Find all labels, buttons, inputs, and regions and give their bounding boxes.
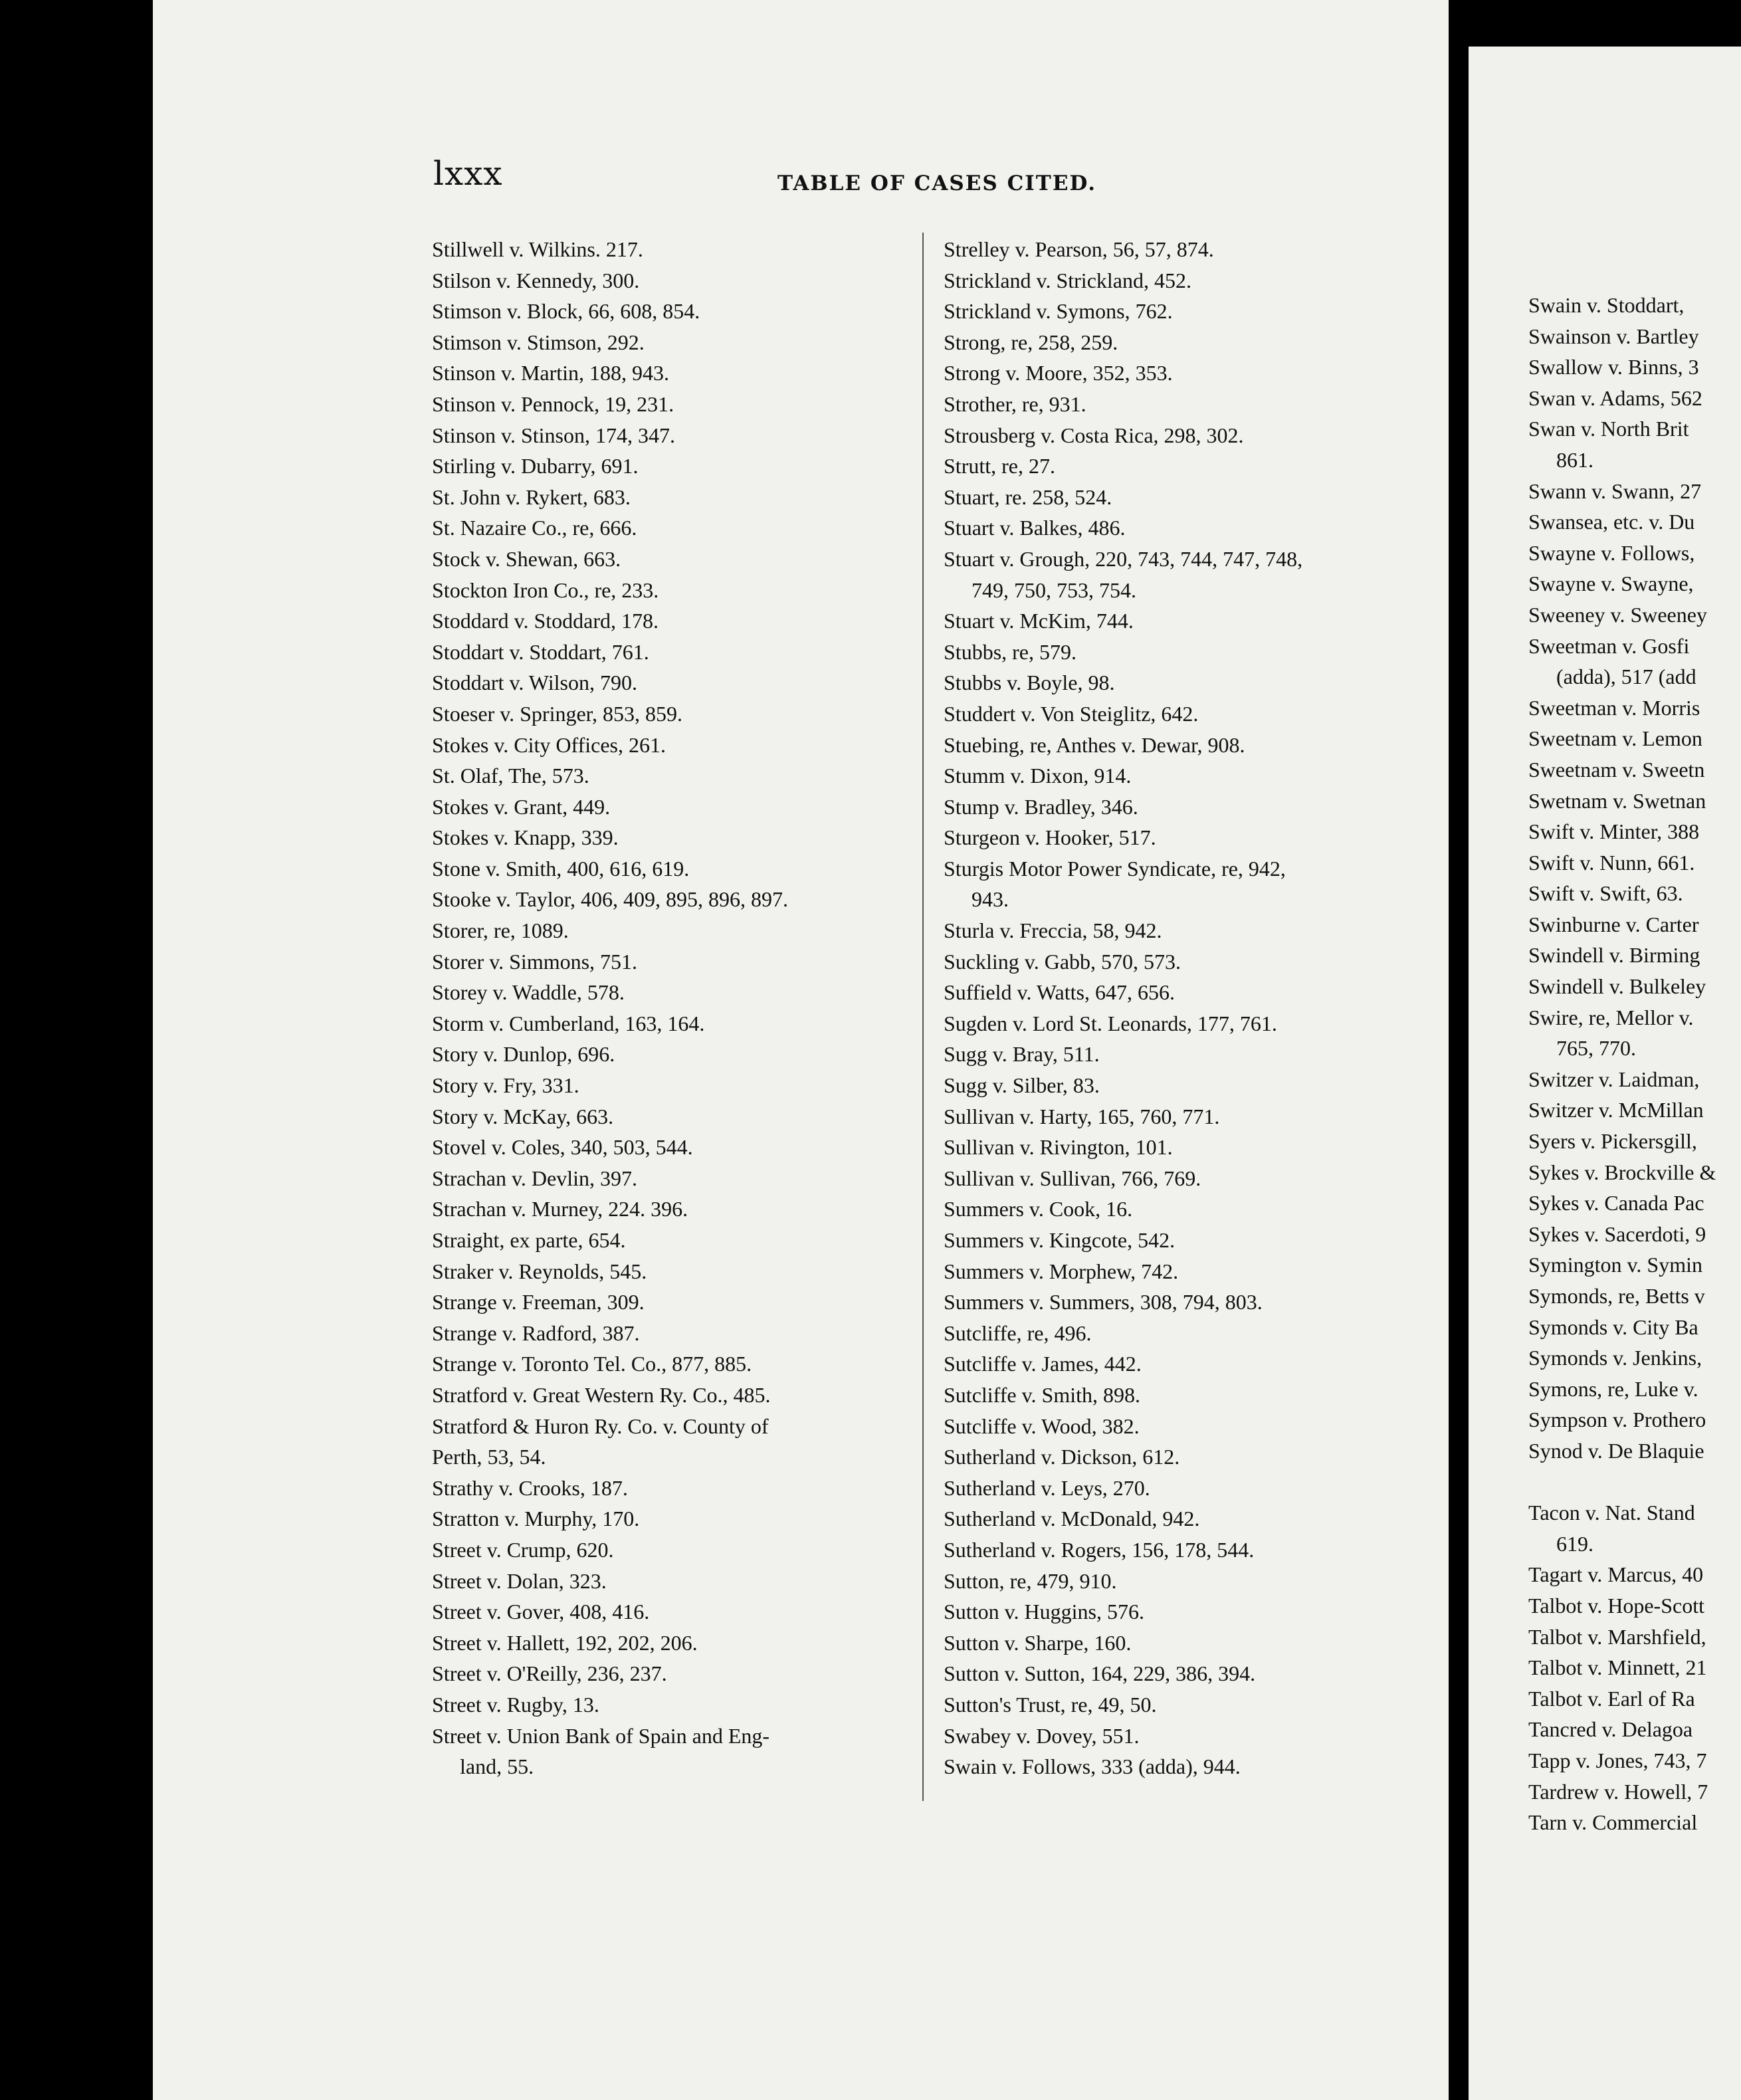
case-entry: Swinburne v. Carter <box>1528 912 1699 936</box>
case-entry: Strother, re, 931. <box>944 391 1086 416</box>
case-entry: Strong v. Moore, 352, 353. <box>944 361 1173 385</box>
case-entry: Stokes v. Grant, 449. <box>432 794 611 819</box>
case-entry: Symonds v. City Ba <box>1528 1314 1698 1339</box>
case-entry: Sutcliffe v. Smith, 898. <box>944 1382 1140 1407</box>
case-entry: Strickland v. Symons, 762. <box>944 299 1173 324</box>
case-entry: Strickland v. Strickland, 452. <box>944 268 1191 292</box>
page-gutter <box>1449 0 1469 2100</box>
case-entry: Swift v. Minter, 388 <box>1528 819 1700 844</box>
case-entry: Stuart, re. 258, 524. <box>944 484 1112 509</box>
case-entry: Stubbs v. Boyle, 98. <box>944 671 1115 695</box>
case-entry: Sutherland v. McDonald, 942. <box>944 1507 1200 1531</box>
case-entry: Storer, re, 1089. <box>432 918 569 943</box>
case-entry: Street v. O'Reilly, 236, 237. <box>432 1661 667 1686</box>
column-divider <box>922 233 924 1801</box>
case-entry: Story v. Dunlop, 696. <box>432 1042 615 1067</box>
case-entry: Sutton's Trust, re, 49, 50. <box>944 1692 1157 1717</box>
case-entry: Swindell v. Birming <box>1528 943 1700 968</box>
case-entry: 943. <box>972 887 1009 912</box>
case-entry: Symonds, re, Betts v <box>1528 1284 1705 1308</box>
case-entry: Stubbs, re, 579. <box>944 639 1076 664</box>
case-entry: Strachan v. Murney, 224. 396. <box>432 1197 688 1221</box>
case-entry: land, 55. <box>460 1754 534 1779</box>
case-entry: Synod v. De Blaquie <box>1528 1438 1704 1463</box>
case-entry: Stratford v. Great Western Ry. Co., 485. <box>432 1382 771 1407</box>
case-entry: Stock v. Shewan, 663. <box>432 546 621 571</box>
case-entry: Sweetnam v. Lemon <box>1528 726 1702 751</box>
case-entry: Sugg v. Bray, 511. <box>944 1042 1100 1067</box>
case-entry: Sympson v. Prothero <box>1528 1408 1706 1432</box>
case-entry: Strange v. Freeman, 309. <box>432 1290 645 1314</box>
case-entry: Stimson v. Block, 66, 608, 854. <box>432 299 700 324</box>
case-entry: Swan v. North Brit <box>1528 417 1689 441</box>
case-entry: Sutton v. Sharpe, 160. <box>944 1630 1132 1655</box>
case-entry: Sugg v. Silber, 83. <box>944 1073 1100 1098</box>
case-entry: Stokes v. Knapp, 339. <box>432 825 619 850</box>
case-entry: Sutcliffe v. Wood, 382. <box>944 1414 1140 1438</box>
case-entry: Symons, re, Luke v. <box>1528 1376 1698 1401</box>
case-entry: Stockton Iron Co., re, 233. <box>432 578 659 602</box>
case-entry: Stump v. Bradley, 346. <box>944 794 1138 819</box>
case-entry: Suffield v. Watts, 647, 656. <box>944 980 1175 1005</box>
case-entry: Switzer v. McMillan <box>1528 1098 1704 1122</box>
case-entry: Swain v. Stoddart, <box>1528 293 1685 317</box>
case-entry: Perth, 53, 54. <box>432 1445 546 1469</box>
case-entry: Swain v. Follows, 333 (adda), 944. <box>944 1754 1241 1779</box>
case-entry: Storer v. Simmons, 751. <box>432 949 638 974</box>
case-entry: Swan v. Adams, 562 <box>1528 385 1702 410</box>
case-entry: Strousberg v. Costa Rica, 298, 302. <box>944 423 1244 447</box>
case-entry: Sullivan v. Sullivan, 766, 769. <box>944 1166 1201 1190</box>
case-entry: Summers v. Summers, 308, 794, 803. <box>944 1290 1263 1314</box>
case-entry: Strathy v. Crooks, 187. <box>432 1475 628 1500</box>
case-entry: Sweetnam v. Sweetn <box>1528 757 1705 782</box>
case-entry: Sutton, re, 479, 910. <box>944 1568 1117 1593</box>
case-entry: Strutt, re, 27. <box>944 454 1055 478</box>
case-entry: Swansea, etc. v. Du <box>1528 510 1695 534</box>
case-entry: St. John v. Rykert, 683. <box>432 484 631 509</box>
case-entry: Stovel v. Coles, 340, 503, 544. <box>432 1135 693 1160</box>
case-entry: Stoddart v. Stoddart, 761. <box>432 639 649 664</box>
case-entry: Sutcliffe v. James, 442. <box>944 1352 1142 1376</box>
case-entry: Storm v. Cumberland, 163, 164. <box>432 1011 705 1035</box>
case-entry: Swann v. Swann, 27 <box>1528 478 1702 503</box>
case-entry: Strong, re, 258, 259. <box>944 330 1118 354</box>
case-entry: 861. <box>1556 447 1593 472</box>
case-entry: Stratford & Huron Ry. Co. v. County of <box>432 1414 769 1438</box>
case-entry: St. Nazaire Co., re, 666. <box>432 516 637 540</box>
case-entry: Story v. McKay, 663. <box>432 1104 614 1128</box>
case-entry: Sutherland v. Leys, 270. <box>944 1475 1150 1500</box>
case-entry: Tancred v. Delagoa <box>1528 1717 1693 1742</box>
case-entry: Street v. Gover, 408, 416. <box>432 1600 650 1624</box>
case-entry: Street v. Union Bank of Spain and Eng- <box>432 1723 770 1748</box>
case-entry: Stone v. Smith, 400, 616, 619. <box>432 856 690 881</box>
case-entry: Swayne v. Swayne, <box>1528 572 1694 596</box>
case-entry: Sutherland v. Dickson, 612. <box>944 1445 1180 1469</box>
middle-column <box>944 234 1429 1782</box>
case-entry: Strachan v. Devlin, 397. <box>432 1166 637 1190</box>
case-entry: Street v. Hallett, 192, 202, 206. <box>432 1630 698 1655</box>
case-entry: Sykes v. Brockville & <box>1528 1160 1716 1184</box>
case-entry: Stinson v. Pennock, 19, 231. <box>432 391 674 416</box>
case-entry: Story v. Fry, 331. <box>432 1073 579 1098</box>
case-entry: Strange v. Toronto Tel. Co., 877, 885. <box>432 1352 752 1376</box>
case-entry: Swayne v. Follows, <box>1528 540 1695 565</box>
case-entry: Sullivan v. Rivington, 101. <box>944 1135 1173 1160</box>
case-entry: Summers v. Morphew, 742. <box>944 1259 1179 1283</box>
case-entry: Symington v. Symin <box>1528 1253 1702 1277</box>
case-entry: Tapp v. Jones, 743, 7 <box>1528 1748 1707 1772</box>
case-entry: Switzer v. Laidman, <box>1528 1067 1700 1091</box>
case-entry: Talbot v. Marshfield, <box>1528 1624 1706 1649</box>
case-entry: Tardrew v. Howell, 7 <box>1528 1779 1708 1804</box>
case-entry: Storey v. Waddle, 578. <box>432 980 625 1005</box>
case-entry: Sweetman v. Gosfi <box>1528 633 1690 658</box>
facing-page-column <box>1528 290 1741 1838</box>
case-entry: Talbot v. Earl of Ra <box>1528 1686 1695 1711</box>
case-entry: Strelley v. Pearson, 56, 57, 874. <box>944 237 1214 261</box>
case-entry: Summers v. Cook, 16. <box>944 1197 1133 1221</box>
case-entry: Swetnam v. Swetnan <box>1528 788 1706 813</box>
case-entry: Tagart v. Marcus, 40 <box>1528 1562 1704 1587</box>
case-entry: Straight, ex parte, 654. <box>432 1228 626 1252</box>
case-entry: Strange v. Radford, 387. <box>432 1320 640 1345</box>
case-entry: Street v. Rugby, 13. <box>432 1692 599 1717</box>
case-entry: Symonds v. Jenkins, <box>1528 1346 1702 1370</box>
case-entry: Street v. Dolan, 323. <box>432 1568 607 1593</box>
case-entry: Swallow v. Binns, 3 <box>1528 355 1699 379</box>
case-entry: Sturla v. Freccia, 58, 942. <box>944 918 1162 943</box>
case-entry: Stoeser v. Springer, 853, 859. <box>432 701 683 726</box>
case-entry: Sutton v. Sutton, 164, 229, 386, 394. <box>944 1661 1256 1686</box>
case-entry: Stumm v. Dixon, 914. <box>944 764 1132 788</box>
case-entry: Stirling v. Dubarry, 691. <box>432 454 639 478</box>
case-entry: Sweeney v. Sweeney <box>1528 602 1707 627</box>
case-entry: Swift v. Swift, 63. <box>1528 881 1683 906</box>
case-entry: Sutcliffe, re, 496. <box>944 1320 1092 1345</box>
case-entry: Stokes v. City Offices, 261. <box>432 732 666 757</box>
case-entry: Sugden v. Lord St. Leonards, 177, 761. <box>944 1011 1277 1035</box>
case-entry: Sturgis Motor Power Syndicate, re, 942, <box>944 856 1286 881</box>
case-entry: Stuart v. Grough, 220, 743, 744, 747, 748, <box>944 546 1303 571</box>
case-entry: Sutherland v. Rogers, 156, 178, 544. <box>944 1537 1255 1562</box>
case-entry: 619. <box>1556 1531 1593 1556</box>
page-number: lxxx <box>433 154 503 193</box>
case-entry: Stoddard v. Stoddard, 178. <box>432 609 659 633</box>
case-entry: Sweetman v. Morris <box>1528 695 1700 720</box>
case-entry: St. Olaf, The, 573. <box>432 764 589 788</box>
case-entry: Stuebing, re, Anthes v. Dewar, 908. <box>944 732 1245 757</box>
case-entry: Straker v. Reynolds, 545. <box>432 1259 647 1283</box>
case-entry: Syers v. Pickersgill, <box>1528 1129 1697 1154</box>
case-entry: (adda), 517 (add <box>1556 665 1696 689</box>
case-entry: Stillwell v. Wilkins. 217. <box>432 237 643 261</box>
case-entry: Stimson v. Stimson, 292. <box>432 330 645 354</box>
case-entry: Sutton v. Huggins, 576. <box>944 1600 1144 1624</box>
case-entry: Sullivan v. Harty, 165, 760, 771. <box>944 1104 1220 1128</box>
case-entry: Sykes v. Sacerdoti, 9 <box>1528 1221 1706 1246</box>
case-entry: Stratton v. Murphy, 170. <box>432 1507 640 1531</box>
case-entry: Sturgeon v. Hooker, 517. <box>944 825 1156 850</box>
case-entry: Summers v. Kingcote, 542. <box>944 1228 1176 1252</box>
case-entry: Studdert v. Von Steiglitz, 642. <box>944 701 1199 726</box>
case-entry: Swainson v. Bartley <box>1528 324 1699 348</box>
case-entry: 749, 750, 753, 754. <box>972 578 1136 602</box>
case-entry: Swindell v. Bulkeley <box>1528 974 1706 999</box>
case-entry: Swire, re, Mellor v. <box>1528 1005 1694 1029</box>
running-head: TABLE OF CASES CITED. <box>777 171 1097 195</box>
left-column <box>432 234 917 1782</box>
case-entry: Stuart v. Balkes, 486. <box>944 516 1126 540</box>
case-entry: Talbot v. Hope-Scott <box>1528 1593 1704 1618</box>
case-entry: Stinson v. Martin, 188, 943. <box>432 361 670 385</box>
case-entry: Tacon v. Nat. Stand <box>1528 1501 1695 1525</box>
case-entry: Sykes v. Canada Pac <box>1528 1191 1704 1215</box>
case-entry: Stooke v. Taylor, 406, 409, 895, 896, 897. <box>432 887 789 912</box>
case-entry <box>1528 1467 1741 1498</box>
case-entry: Suckling v. Gabb, 570, 573. <box>944 949 1181 974</box>
facing-page <box>1469 47 1741 2100</box>
case-entry: Street v. Crump, 620. <box>432 1537 614 1562</box>
case-entry: Talbot v. Minnett, 21 <box>1528 1655 1707 1680</box>
case-entry: Swabey v. Dovey, 551. <box>944 1723 1140 1748</box>
case-entry: Stoddart v. Wilson, 790. <box>432 671 637 695</box>
case-entry: Stuart v. McKim, 744. <box>944 609 1134 633</box>
case-entry: Stinson v. Stinson, 174, 347. <box>432 423 675 447</box>
case-entry: 765, 770. <box>1556 1036 1636 1061</box>
case-entry: Stilson v. Kennedy, 300. <box>432 268 640 292</box>
case-entry: Tarn v. Commercial <box>1528 1810 1698 1835</box>
case-entry: Swift v. Nunn, 661. <box>1528 850 1695 875</box>
